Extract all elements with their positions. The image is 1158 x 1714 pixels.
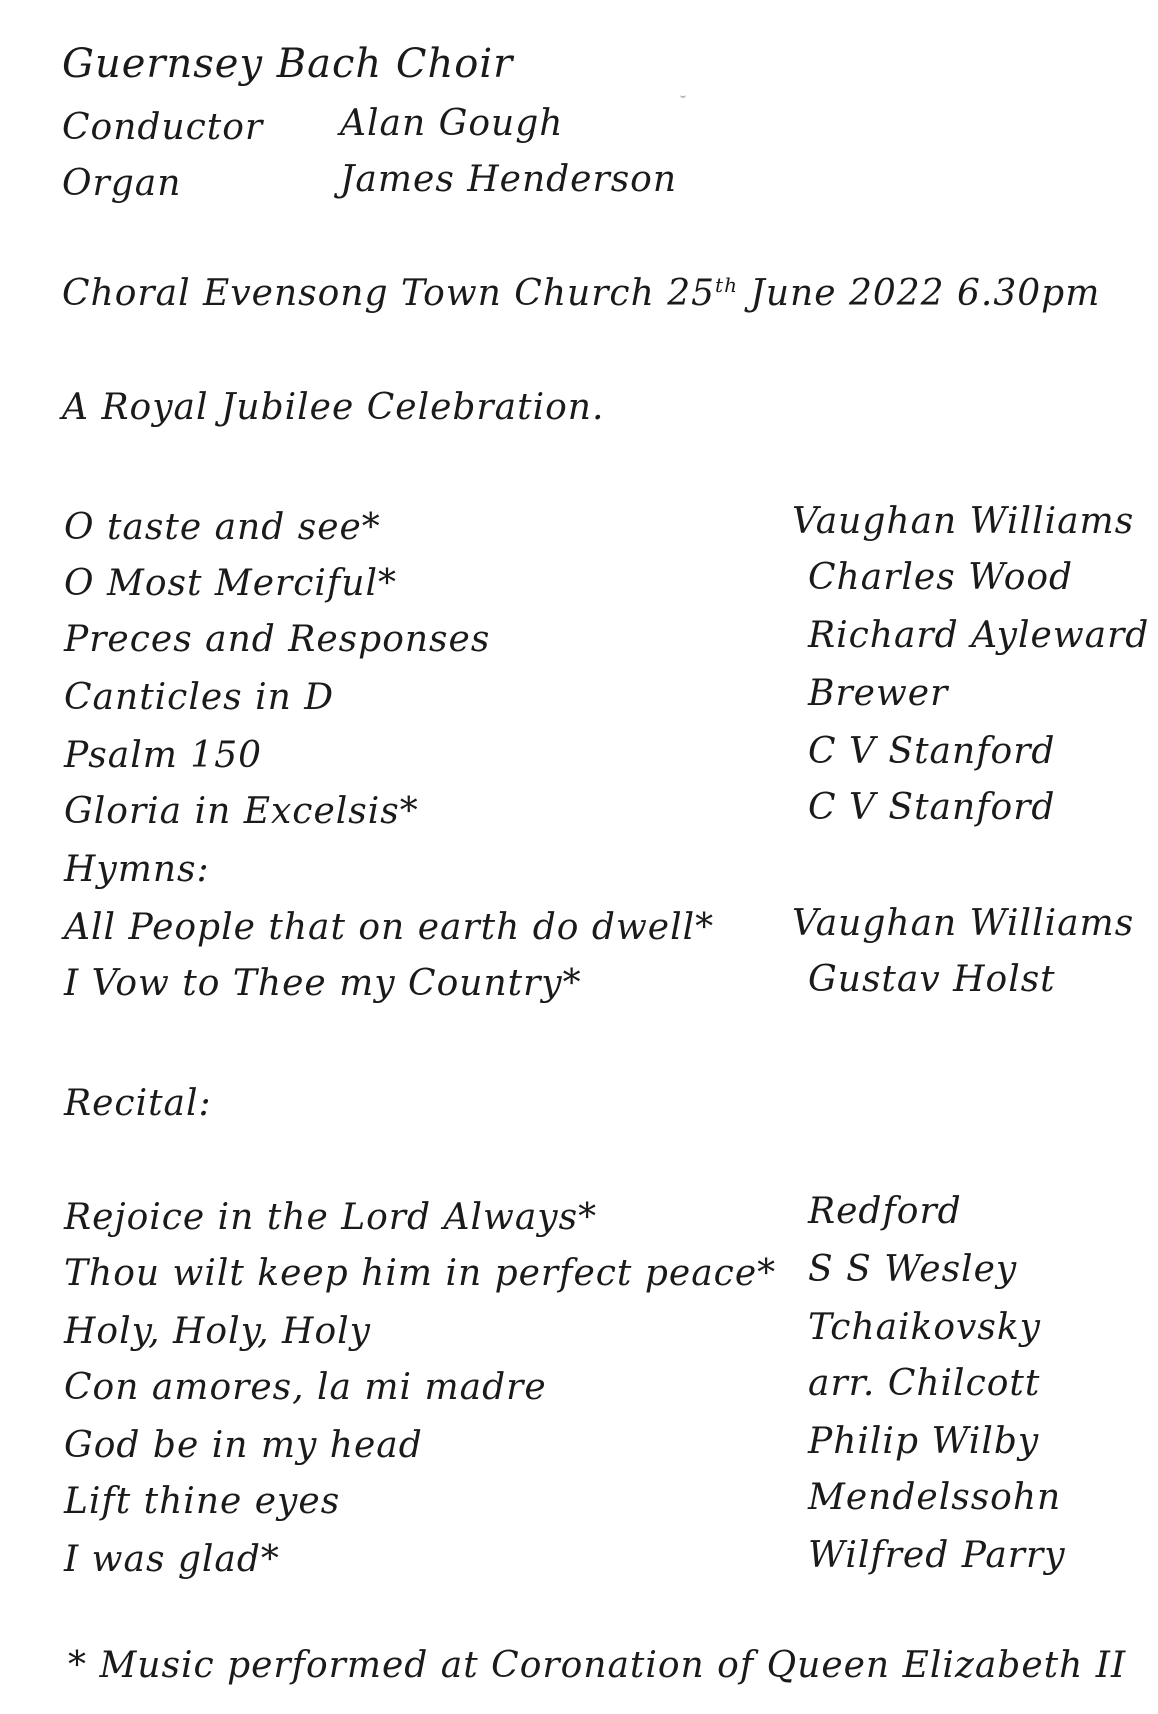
event-title-ordinal: th xyxy=(715,273,738,297)
list-item-piece: Canticles in D xyxy=(64,677,335,718)
list-item-piece: Con amores, la mi madre xyxy=(64,1367,547,1408)
list-item-composer: C V Stanford xyxy=(808,731,1056,772)
organ-label: Organ xyxy=(62,163,182,204)
list-item-piece: God be in my head xyxy=(64,1425,423,1466)
footnote: * Music performed at Coronation of Queen Elizabeth II xyxy=(68,1645,1127,1686)
recital-heading: Recital: xyxy=(64,1083,212,1124)
list-item-composer: Gustav Holst xyxy=(808,959,1056,1000)
list-item-composer: Vaughan Williams xyxy=(792,501,1135,542)
hymns-heading: Hymns: xyxy=(64,849,210,890)
list-item-composer: Charles Wood xyxy=(808,557,1074,598)
paper-mark xyxy=(680,90,686,98)
list-item-composer: Brewer xyxy=(808,673,949,714)
list-item-composer: C V Stanford xyxy=(808,787,1056,828)
list-item-piece: Gloria in Excelsis* xyxy=(64,791,419,832)
event-subtitle: A Royal Jubilee Celebration. xyxy=(62,387,605,428)
event-title-prefix: Choral Evensong Town Church 25 xyxy=(62,273,716,314)
conductor-label: Conductor xyxy=(62,107,264,148)
list-item-composer: Tchaikovsky xyxy=(808,1307,1041,1348)
list-item-composer: arr. Chilcott xyxy=(808,1363,1041,1404)
list-item-composer: Redford xyxy=(808,1191,962,1232)
list-item-piece: Rejoice in the Lord Always* xyxy=(64,1197,598,1238)
list-item-piece: I Vow to Thee my Country* xyxy=(64,963,582,1004)
list-item-piece: All People that on earth do dwell* xyxy=(64,907,715,948)
list-item-composer: S S Wesley xyxy=(808,1249,1018,1290)
list-item-piece: I was glad* xyxy=(64,1539,280,1580)
conductor-name: Alan Gough xyxy=(340,103,564,144)
list-item-piece: Thou wilt keep him in perfect peace* xyxy=(64,1253,777,1294)
event-title xyxy=(62,272,1100,316)
list-item-piece: Lift thine eyes xyxy=(64,1481,341,1522)
organ-name: James Henderson xyxy=(340,159,678,200)
event-title-suffix: June 2022 6.30pm xyxy=(737,273,1101,314)
list-item-composer: Mendelssohn xyxy=(808,1477,1062,1518)
choir-name: Guernsey Bach Choir xyxy=(62,41,514,87)
list-item-composer: Wilfred Parry xyxy=(808,1535,1066,1576)
list-item-composer: Philip Wilby xyxy=(808,1421,1040,1462)
list-item-composer: Vaughan Williams xyxy=(792,903,1135,944)
list-item-piece: Psalm 150 xyxy=(64,735,262,776)
list-item-piece: Preces and Responses xyxy=(64,619,491,660)
list-item-composer: Richard Ayleward xyxy=(808,615,1150,656)
list-item-piece: Holy, Holy, Holy xyxy=(64,1311,371,1352)
list-item-piece: O Most Merciful* xyxy=(64,563,397,604)
list-item-piece: O taste and see* xyxy=(64,507,381,548)
